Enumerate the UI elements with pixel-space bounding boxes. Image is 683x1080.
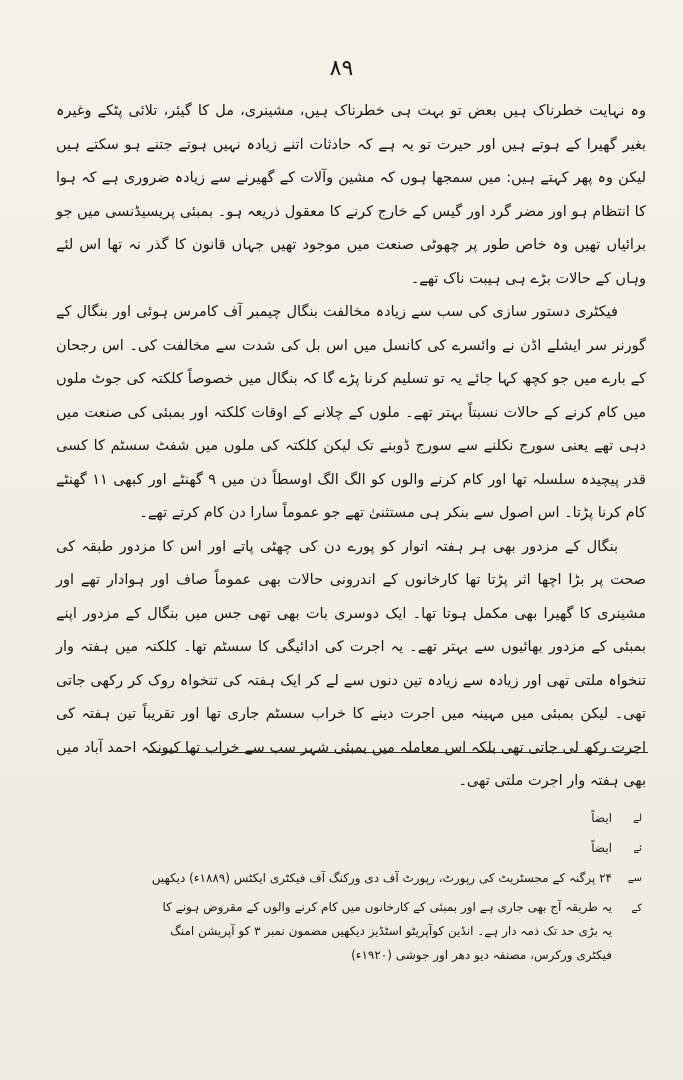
footnote-text: ۲۴ پرگنہ کے مجسٹریٹ کی رپورٹ، رپورٹ آف دی ورکنگ آف فیکٹری ایکٹس (۱۸۸۹ء) دیکھیں — [151, 871, 612, 885]
paragraph-2: فیکٹری دستور سازی کی سب سے زیادہ مخالفت بنگال چیمبر آف کامرس ہوئی اور بنگال کے گورنر سر ایشلے اڈن نے وائسرے کی کانسل میں اس بل کی شدت سے مخالفت کی۔ اس رجحان کے بارے میں جو کچھ کہا جائے یہ تو تسلیم کرنا پڑے گا کہ بنگال میں خصوصاً کلکتہ کی جوٹ ملوں میں کام کرنے کے حالات نسبتاً بہتر تھے۔ ملوں کے چلانے کے اوقات کلکتہ اور بمبئی کی صنعت میں دہی تھے یعنی سورج نکلنے سے سورج ڈوبنے تک لیکن کلکتہ کی ملوں میں شفٹ سسٹم کا کسی قدر پیچیدہ سلسلہ تھا اور کام کرنے والوں کو الگ الگ اوسطاً دن میں ۹ گھنٹے اور کبھی ۱۱ گھنٹے کام کرنا پڑتا۔ اس اصول سے بنکر ہی مستثنیٰ تھے جو عموماً سارا دن کام کرتے تھے۔ — [56, 304, 646, 521]
page-number: ۸۹ — [329, 56, 354, 81]
footnote-item — [150, 835, 642, 862]
footnote-item — [150, 865, 642, 892]
footnote-text: ایضاً — [591, 811, 612, 825]
footnote-marker: سے — [627, 873, 642, 884]
paragraph-3: بنگال کے مزدور بھی ہر ہفتہ اتوار کو پورے دن کی چھٹی پاتے اور اس کا مزدور طبقہ کی صحت پر بڑا اچھا اثر پڑتا تھا کارخانوں کے اندرونی حالات بھی عموماً صاف اور ہوادار تھے اور مشینری کا گھیرا بھی مکمل ہوتا تھا۔ ایک دوسری بات بھی تھی جس میں بنگال کے مزدور اپنے بمبئی کے مزدور بھائیوں سے بہتر تھے۔ یہ اجرت کی ادائیگی کا سسٹم تھا۔ کلکتہ میں ہفتہ وار تنخواہ ملتی تھی اور زیادہ سے زیادہ تین دنوں سے لے کر ایک ہفتہ کی تنخواہ روک کر رکھی جاتی تھی۔ لیکن بمبئی میں مہینہ میں اجرت دینے کا خراب سسٹم جاری تھا اور تقریباً تین ہفتہ کی اجرت رکھ لی جاتی تھی بلکہ اس معاملہ میں بمبئی شہر سب سے خراب تھا کیونکہ احمد آباد میں بھی ہفتہ وار اجرت ملتی تھی۔ — [56, 538, 646, 789]
footnote-text: ایضاً — [591, 841, 612, 855]
footnote-item — [150, 805, 642, 832]
footnote-marker: ئے — [633, 843, 642, 854]
footnote-item — [150, 895, 642, 967]
footnote-marker: لے — [633, 813, 642, 824]
body-text — [56, 95, 646, 799]
footnotes — [150, 805, 642, 970]
footnote-divider — [148, 752, 648, 753]
footnote-text: یہ طریقہ آج بھی جاری ہے اور بمبئی کے کارخانوں میں کام کرنے والوں کے مقروض ہونے کا یہ بڑی حد تک ذمہ دار ہے۔ انڈین کوآپریٹو اسٹڈیز دیکھیں مضمون نمبر ۳ کو آپریشن امنگ فیکٹری ورکرس، مصنفہ دیو دھر اور جوشی (۱۹۲۰ء) — [162, 900, 612, 962]
footnote-marker: کے — [631, 903, 642, 914]
paragraph-1: وہ نہایت خطرناک ہیں بعض تو بہت ہی خطرناک ہیں، مشینری، مل کا گیئر، تلائی پٹکے وغیرہ بغیر گھیرا کے ہوتے ہیں اور حیرت تو یہ ہے کہ حادثات اتنے زیادہ نہیں ہوتے جتنے ہو سکتے ہیں لیکن وہ پھر کہتے ہیں: میں سمجھا ہوں کہ مشین وآلات کے گھیرنے سے زیادہ ضروری ہے کہ ہوا کا انتظام ہو اور مضر گرد اور گیس کے خارج کرنے کا معقول ذریعہ ہو۔ بمبئی پریسیڈنسی میں جو برائیاں تھیں وہ خاص طور پر چھوٹی صنعت میں موجود تھیں جہاں قانون کا گذر نہ تھا اس لئے وہاں کے حالات بڑے ہی ہیبت ناک تھے۔ — [56, 103, 646, 287]
